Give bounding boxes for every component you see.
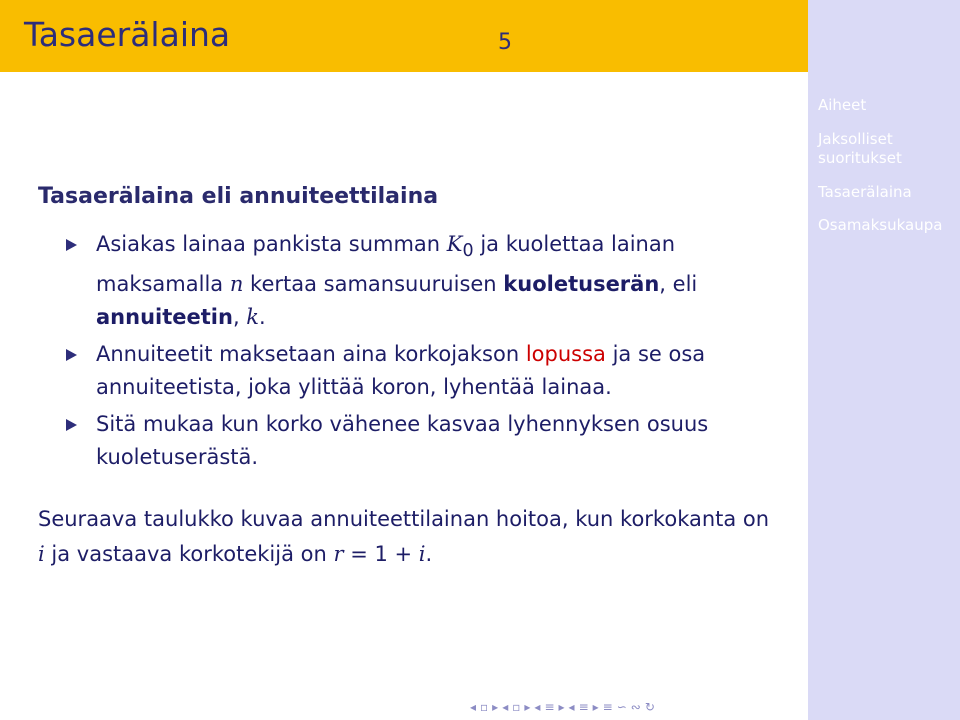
bullet-text: Asiakas lainaa pankista summan $K_0$ ja kuolettaa lainan maksamalla n kertaa samansuuruisen kuoletuserän, eli annuiteetin, k.: [96, 232, 698, 330]
next-frame-icon[interactable]: ▸: [492, 700, 499, 714]
sidebar-item-jaksolliset-suoritukset[interactable]: Jaksolliset suoritukset: [818, 130, 902, 167]
sidebar-item-aiheet[interactable]: Aiheet: [818, 96, 867, 114]
bullet-text: Sitä mukaa kun korko vähenee kasvaa lyhennyksen osuus kuoletuserästä.: [96, 412, 709, 470]
prev-subsection-icon[interactable]: ◂: [502, 700, 509, 714]
math-symbol: i: [418, 542, 426, 566]
math-symbol: K: [446, 232, 463, 256]
bullet-item: [66, 228, 756, 334]
triangle-bullet-icon: [66, 239, 77, 251]
frame-header: [0, 0, 808, 72]
refresh-icon[interactable]: ↻: [644, 700, 655, 714]
document-icon[interactable]: ≡: [602, 700, 613, 714]
prev-frame-icon[interactable]: ◂: [470, 700, 477, 714]
search-back-icon[interactable]: ∽: [616, 700, 627, 714]
frame-icon[interactable]: ▫: [480, 700, 489, 714]
prev-section-icon[interactable]: ◂: [534, 700, 541, 714]
beamer-navigation: [470, 698, 655, 716]
next-part-icon[interactable]: ▸: [592, 700, 599, 714]
prev-part-icon[interactable]: ◂: [568, 700, 575, 714]
next-subsection-icon[interactable]: ▸: [524, 700, 531, 714]
closing-paragraph: Seuraava taulukko kuvaa annuiteettilainan hoitoa, kun korkokanta on i ja vastaava korkotekijä on r = 1 + i.: [38, 507, 770, 566]
block-title: Tasaerälaina eli annuiteettilaina: [38, 184, 439, 209]
bullet-list: [66, 228, 756, 478]
next-section-icon[interactable]: ▸: [558, 700, 565, 714]
math-symbol: i: [38, 542, 45, 566]
bold-term: kuoletuserän: [503, 272, 660, 297]
subsection-icon[interactable]: ▫: [512, 700, 521, 714]
frame-number: 5: [498, 30, 512, 55]
math-symbol: k: [246, 305, 260, 330]
highlighted-term: lopussa: [525, 342, 606, 367]
bullet-item: [66, 408, 756, 474]
bold-term: annuiteetin: [96, 305, 233, 330]
triangle-bullet-icon: [66, 349, 77, 361]
bullet-item: [66, 338, 756, 404]
sidebar-item-osamaksukaupa[interactable]: Osamaksukaupa: [818, 216, 943, 234]
triangle-bullet-icon: [66, 419, 77, 431]
math-symbol: n: [229, 272, 244, 297]
search-forward-icon[interactable]: ∾: [630, 700, 641, 714]
math-subscript: 0: [462, 241, 474, 262]
sidebar: [808, 0, 960, 720]
part-icon[interactable]: ≡: [578, 700, 589, 714]
frame-title: Tasaerälaina: [24, 15, 231, 54]
bullet-text: Annuiteetit maksetaan aina korkojakson lopussa ja se osa annuiteetista, joka ylittää koron, lyhentää lainaa.: [96, 342, 706, 400]
math-symbol: r: [333, 542, 344, 566]
section-icon[interactable]: ≡: [544, 700, 555, 714]
sidebar-item-tasaeralaina[interactable]: Tasaerälaina: [818, 183, 912, 201]
